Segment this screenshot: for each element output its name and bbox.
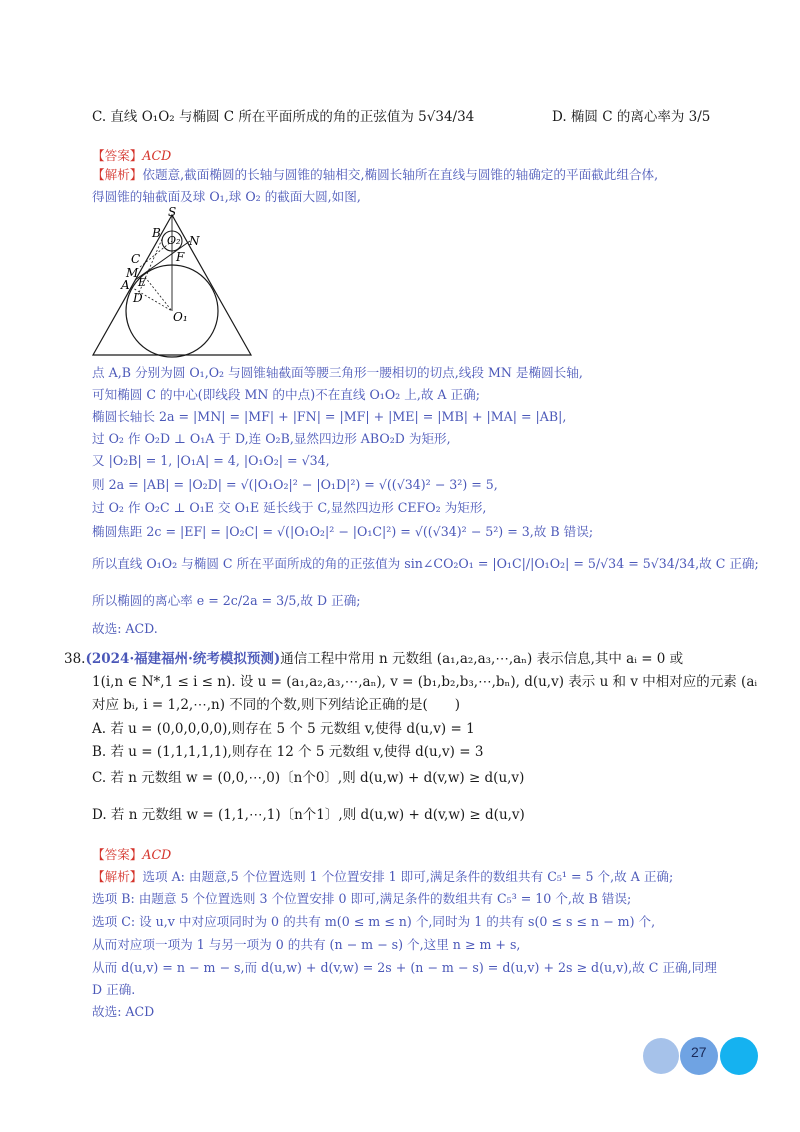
analysis-label: 【解析】 [92,167,143,182]
page-circle-right [720,1037,758,1075]
q38-analysis-line: 从而 d(u,v) = n − m − s,而 d(u,w) + d(v,w) = 2s + (n − m − s) = d(u,v) + 2s ≥ d(u,v),故 C 正确,同理 [92,960,717,975]
label-o1: O₁ [173,310,188,324]
analysis-line: 过 O₂ 作 O₂D ⊥ O₁A 于 D,连 O₂B,显然四边形 ABO₂D 为矩形, [92,431,451,446]
q38-analysis-line: 选项 C: 设 u,v 中对应项同时为 0 的共有 m(0 ≤ m ≤ n) 个,同时为 1 的共有 s(0 ≤ s ≤ n − m) 个, [92,914,656,929]
q38-analysis-label: 【解析】 [92,869,143,884]
q38-option-c: C. 若 n 元数组 w = (0,0,⋯,0)〔n个0〕,则 d(u,w) + d(v,w) ≥ d(u,v) [92,770,525,786]
option-d: D. 椭圆 C 的离心率为 3/5 [552,109,711,125]
analysis-line: 椭圆焦距 2c = |EF| = |O₂C| = √(|O₁O₂|² − |O₁C|²) = √((√34)² − 5²) = 3,故 B 错误; [92,524,594,539]
analysis-line: 可知椭圆 C 的中心(即线段 MN 的中点)不在直线 O₁O₂ 上,故 A 正确; [92,387,480,402]
label-c: C [131,252,141,266]
analysis-line: 又 |O₂B| = 1, |O₁A| = 4, |O₁O₂| = √34, [92,453,330,468]
analysis-line: 过 O₂ 作 O₂C ⊥ O₁E 交 O₁E 延长线于 C,显然四边形 CEFO₂ 为矩形, [92,500,487,515]
page-number: 27 [691,1044,707,1060]
cone-sphere-figure [90,205,260,360]
analysis-line: 所以直线 O₁O₂ 与椭圆 C 所在平面所成的角的正弦值为 sin∠CO₂O₁ = |O₁C|/|O₁O₂| = 5/√34 = 5√34/34,故 C 正确; [92,556,759,571]
o1-e-dashed [145,277,172,311]
q38-answer-value: ACD [142,847,172,862]
q38-option-a: A. 若 u = (0,0,0,0,0),则存在 5 个 5 元数组 v,使得 d(u,v) = 1 [92,721,475,737]
analysis-line [92,166,658,184]
q38-option-d: D. 若 n 元数组 w = (1,1,⋯,1)〔n个1〕,则 d(u,w) + d(v,w) ≥ d(u,v) [92,807,525,823]
answer-value: ACD [142,148,172,163]
q38-analysis-line [92,868,673,886]
label-n: N [189,234,200,248]
q38-analysis-line: 故选: ACD [92,1004,155,1019]
answer-label: 【答案】 [92,148,143,163]
analysis-text: 依题意,截面椭圆的长轴与圆锥的轴相交,椭圆长轴所在直线与圆锥的轴确定的平面截此组合体, [142,167,659,182]
label-s: S [168,205,177,219]
label-b: B [152,226,161,240]
q38-stem-text: 通信工程中常用 n 元数组 (a₁,a₂,a₃,⋯,aₙ) 表示信息,其中 aᵢ = 0 或 [280,651,684,667]
q38-analysis-line: 从而对应项一项为 1 与另一项为 0 的共有 (n − m − s) 个,这里 n ≥ m + s, [92,937,521,952]
answer-line [92,147,171,165]
q38-option-b: B. 若 u = (1,1,1,1,1),则存在 12 个 5 元数组 v,使得 d(u,v) = 3 [92,744,484,760]
q38-number: 38. [64,651,86,667]
q38-answer-line [92,846,171,864]
option-c: C. 直线 O₁O₂ 与椭圆 C 所在平面所成的角的正弦值为 5√34/34 [92,109,475,125]
label-a: A [121,278,130,292]
q38-analysis-line: D 正确. [92,982,136,997]
label-m: M [126,266,139,280]
analysis-line: 所以椭圆的离心率 e = 2c/2a = 3/5,故 D 正确; [92,593,361,608]
q38-answer-label: 【答案】 [92,847,143,862]
label-o2: O₂ [167,234,181,247]
label-f: F [176,250,185,264]
analysis-line: 点 A,B 分别为圆 O₁,O₂ 与圆锥轴截面等腰三角形一腰相切的切点,线段 MN 是椭圆长轴, [92,365,583,380]
q38-stem-line [64,650,683,668]
analysis-line: 故选: ACD. [92,621,158,636]
analysis-line: 得圆锥的轴截面及球 O₁,球 O₂ 的截面大圆,如图, [92,189,361,204]
page-circle-left [643,1038,679,1074]
q38-stem-line: 对应 bᵢ, i = 1,2,⋯,n) 不同的个数,则下列结论正确的是( ) [92,697,461,713]
q38-analysis-text: 选项 A: 由题意,5 个位置选则 1 个位置安排 1 即可,满足条件的数组共有 C₅¹ = 5 个,故 A 正确; [142,869,674,884]
q38-stem-line: 1(i,n ∈ N*,1 ≤ i ≤ n). 设 u = (a₁,a₂,a₃,⋯,aₙ), v = (b₁,b₂,b₃,⋯,bₙ), d(u,v) 表示 u 和 v 中相对应的元素 (aᵢ [92,674,758,690]
q38-analysis-line: 选项 B: 由题意 5 个位置选则 3 个位置安排 0 即可,满足条件的数组共有 C₅³ = 10 个,故 B 错误; [92,891,632,906]
label-e: E [138,276,147,289]
analysis-line: 椭圆长轴长 2a = |MN| = |MF| + |FN| = |MF| + |ME| = |MB| + |MA| = |AB|, [92,409,567,424]
analysis-line: 则 2a = |AB| = |O₂D| = √(|O₁O₂|² − |O₁D|²) = √((√34)² − 3²) = 5, [92,477,498,492]
q38-source: (2024·福建福州·统考模拟预测) [85,651,281,667]
label-d: D [133,291,143,305]
